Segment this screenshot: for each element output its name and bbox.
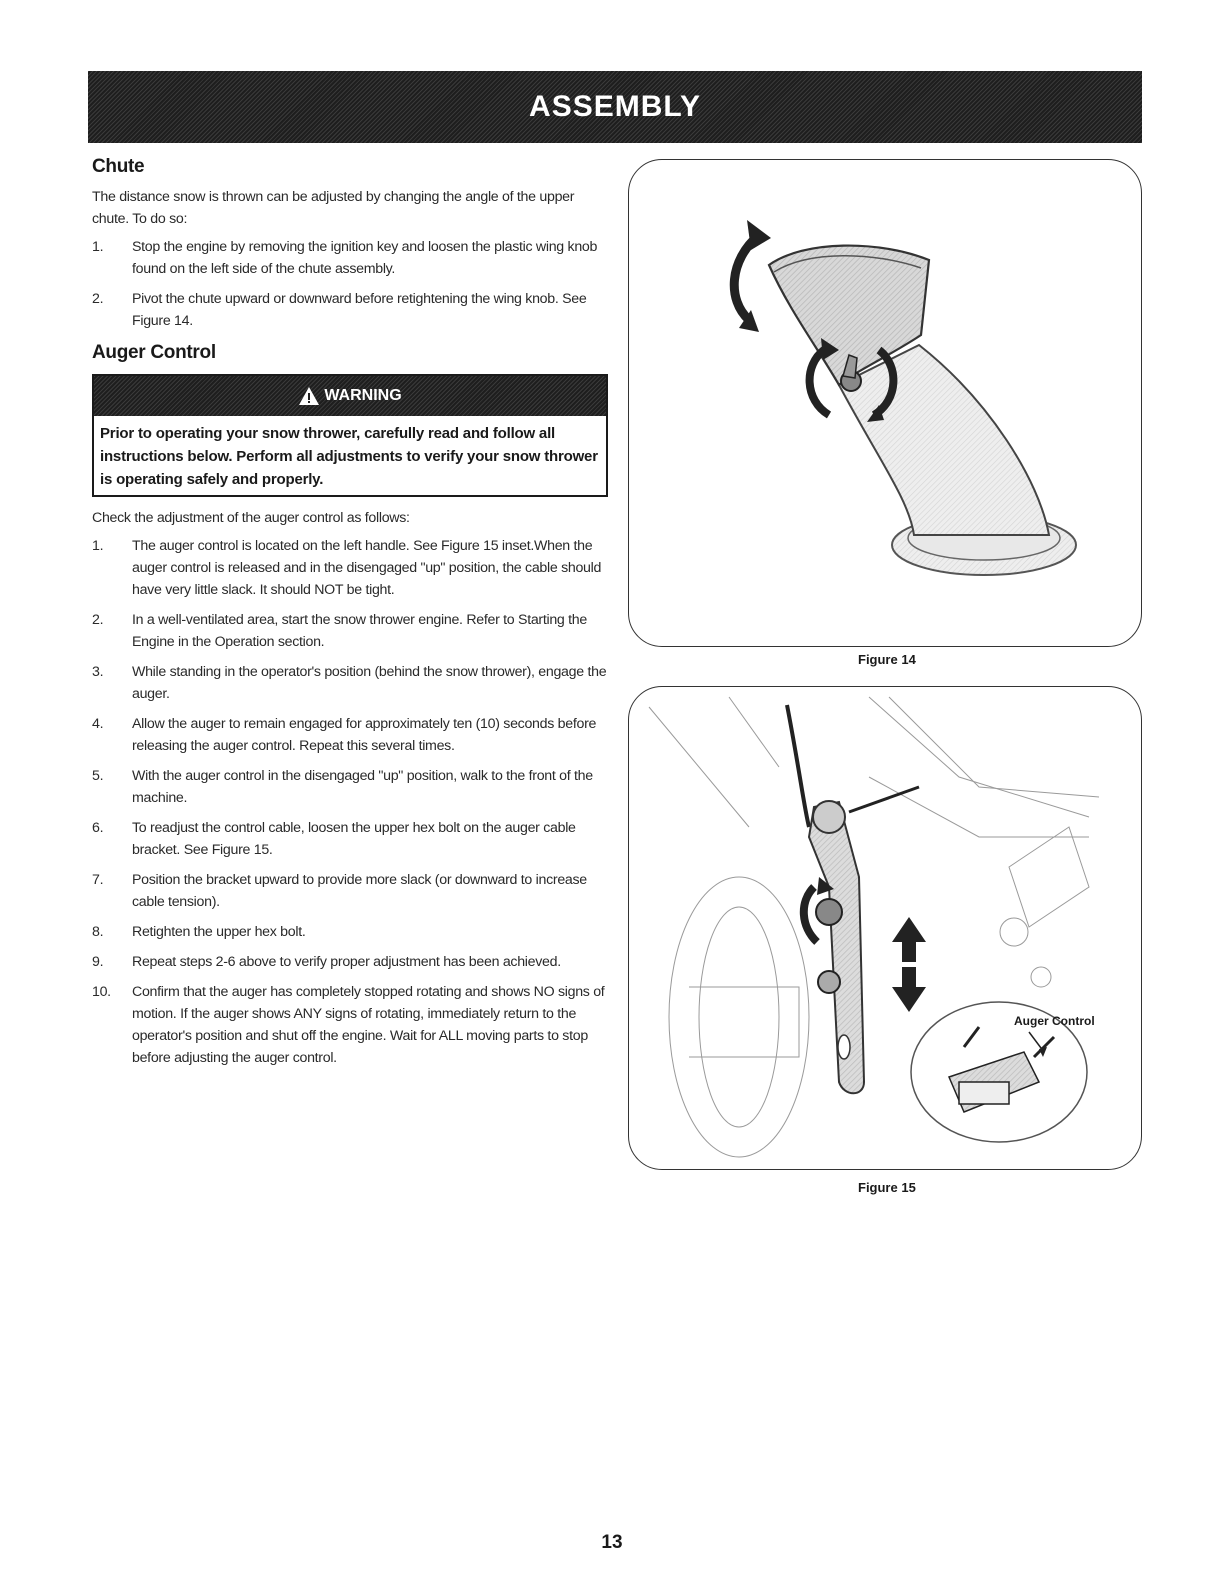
list-item: 2. In a well-ventilated area, start the snow thrower engine. Refer to Starting the Engine in the Operation section. — [92, 612, 587, 650]
figure-14 — [628, 159, 1142, 647]
section-banner — [88, 71, 1142, 143]
auger-control-heading: Auger Control — [92, 342, 216, 363]
inset-label: Auger Control — [1014, 1014, 1095, 1028]
page-number: 13 — [601, 1532, 623, 1553]
list-item: 1. The auger control is located on the left handle. See Figure 15 inset.When the auger control is released and in the disengaged "up" position, the cable should have very little slack. It should NOT be tight. — [92, 538, 602, 598]
list-item: 5. With the auger control in the disengaged "up" position, walk to the front of the machine. — [92, 768, 593, 806]
auger-bracket-illustration — [629, 687, 1142, 1170]
warning-box — [92, 374, 608, 497]
figure-14-caption: Figure 14 — [858, 652, 916, 667]
text-column — [92, 156, 608, 1077]
list-item: 8. Retighten the upper hex bolt. — [92, 924, 306, 940]
list-item: 3. While standing in the operator's position (behind the snow thrower), engage the auger. — [92, 664, 607, 702]
chute-illustration — [629, 160, 1142, 647]
list-item: 7. Position the bracket upward to provide more slack (or downward to increase cable tension). — [92, 872, 587, 910]
chute-steps — [92, 236, 608, 332]
list-item: 1. Stop the engine by removing the ignition key and loosen the plastic wing knob found on the left side of the chute assembly. — [92, 239, 598, 277]
chute-intro: The distance snow is thrown can be adjusted by changing the angle of the upper chute. To do so: — [92, 189, 575, 227]
list-item: 10. Confirm that the auger has completely stopped rotating and shows NO signs of motion. If the auger shows ANY signs of rotating, immediately return to the operator's position and shut off the engine. Wait for ALL moving parts to stop before adjusting the auger control. — [92, 984, 605, 1066]
list-item: 4. Allow the auger to remain engaged for approximately ten (10) seconds before releasing the auger control. Repeat this several times. — [92, 716, 597, 754]
figure-15 — [628, 686, 1142, 1170]
list-item: 2. Pivot the chute upward or downward before retightening the wing knob. See Figure 14. — [92, 291, 587, 329]
warning-header — [94, 376, 606, 416]
auger-intro: Check the adjustment of the auger control as follows: — [92, 510, 410, 526]
page-title: ASSEMBLY — [529, 90, 701, 123]
warning-title: WARNING — [324, 387, 402, 404]
figure-15-caption: Figure 15 — [858, 1180, 916, 1195]
warning-triangle-icon — [298, 386, 320, 406]
list-item: 6. To readjust the control cable, loosen the upper hex bolt on the auger cable bracket. See Figure 15. — [92, 820, 576, 858]
list-item: 9. Repeat steps 2-6 above to verify proper adjustment has been achieved. — [92, 954, 561, 970]
warning-text: Prior to operating your snow thrower, carefully read and follow all instructions below. Perform all adjustments to verify your snow thrower is operating safely and properly. — [100, 425, 598, 488]
chute-heading: Chute — [92, 156, 145, 177]
auger-steps — [92, 535, 608, 1069]
